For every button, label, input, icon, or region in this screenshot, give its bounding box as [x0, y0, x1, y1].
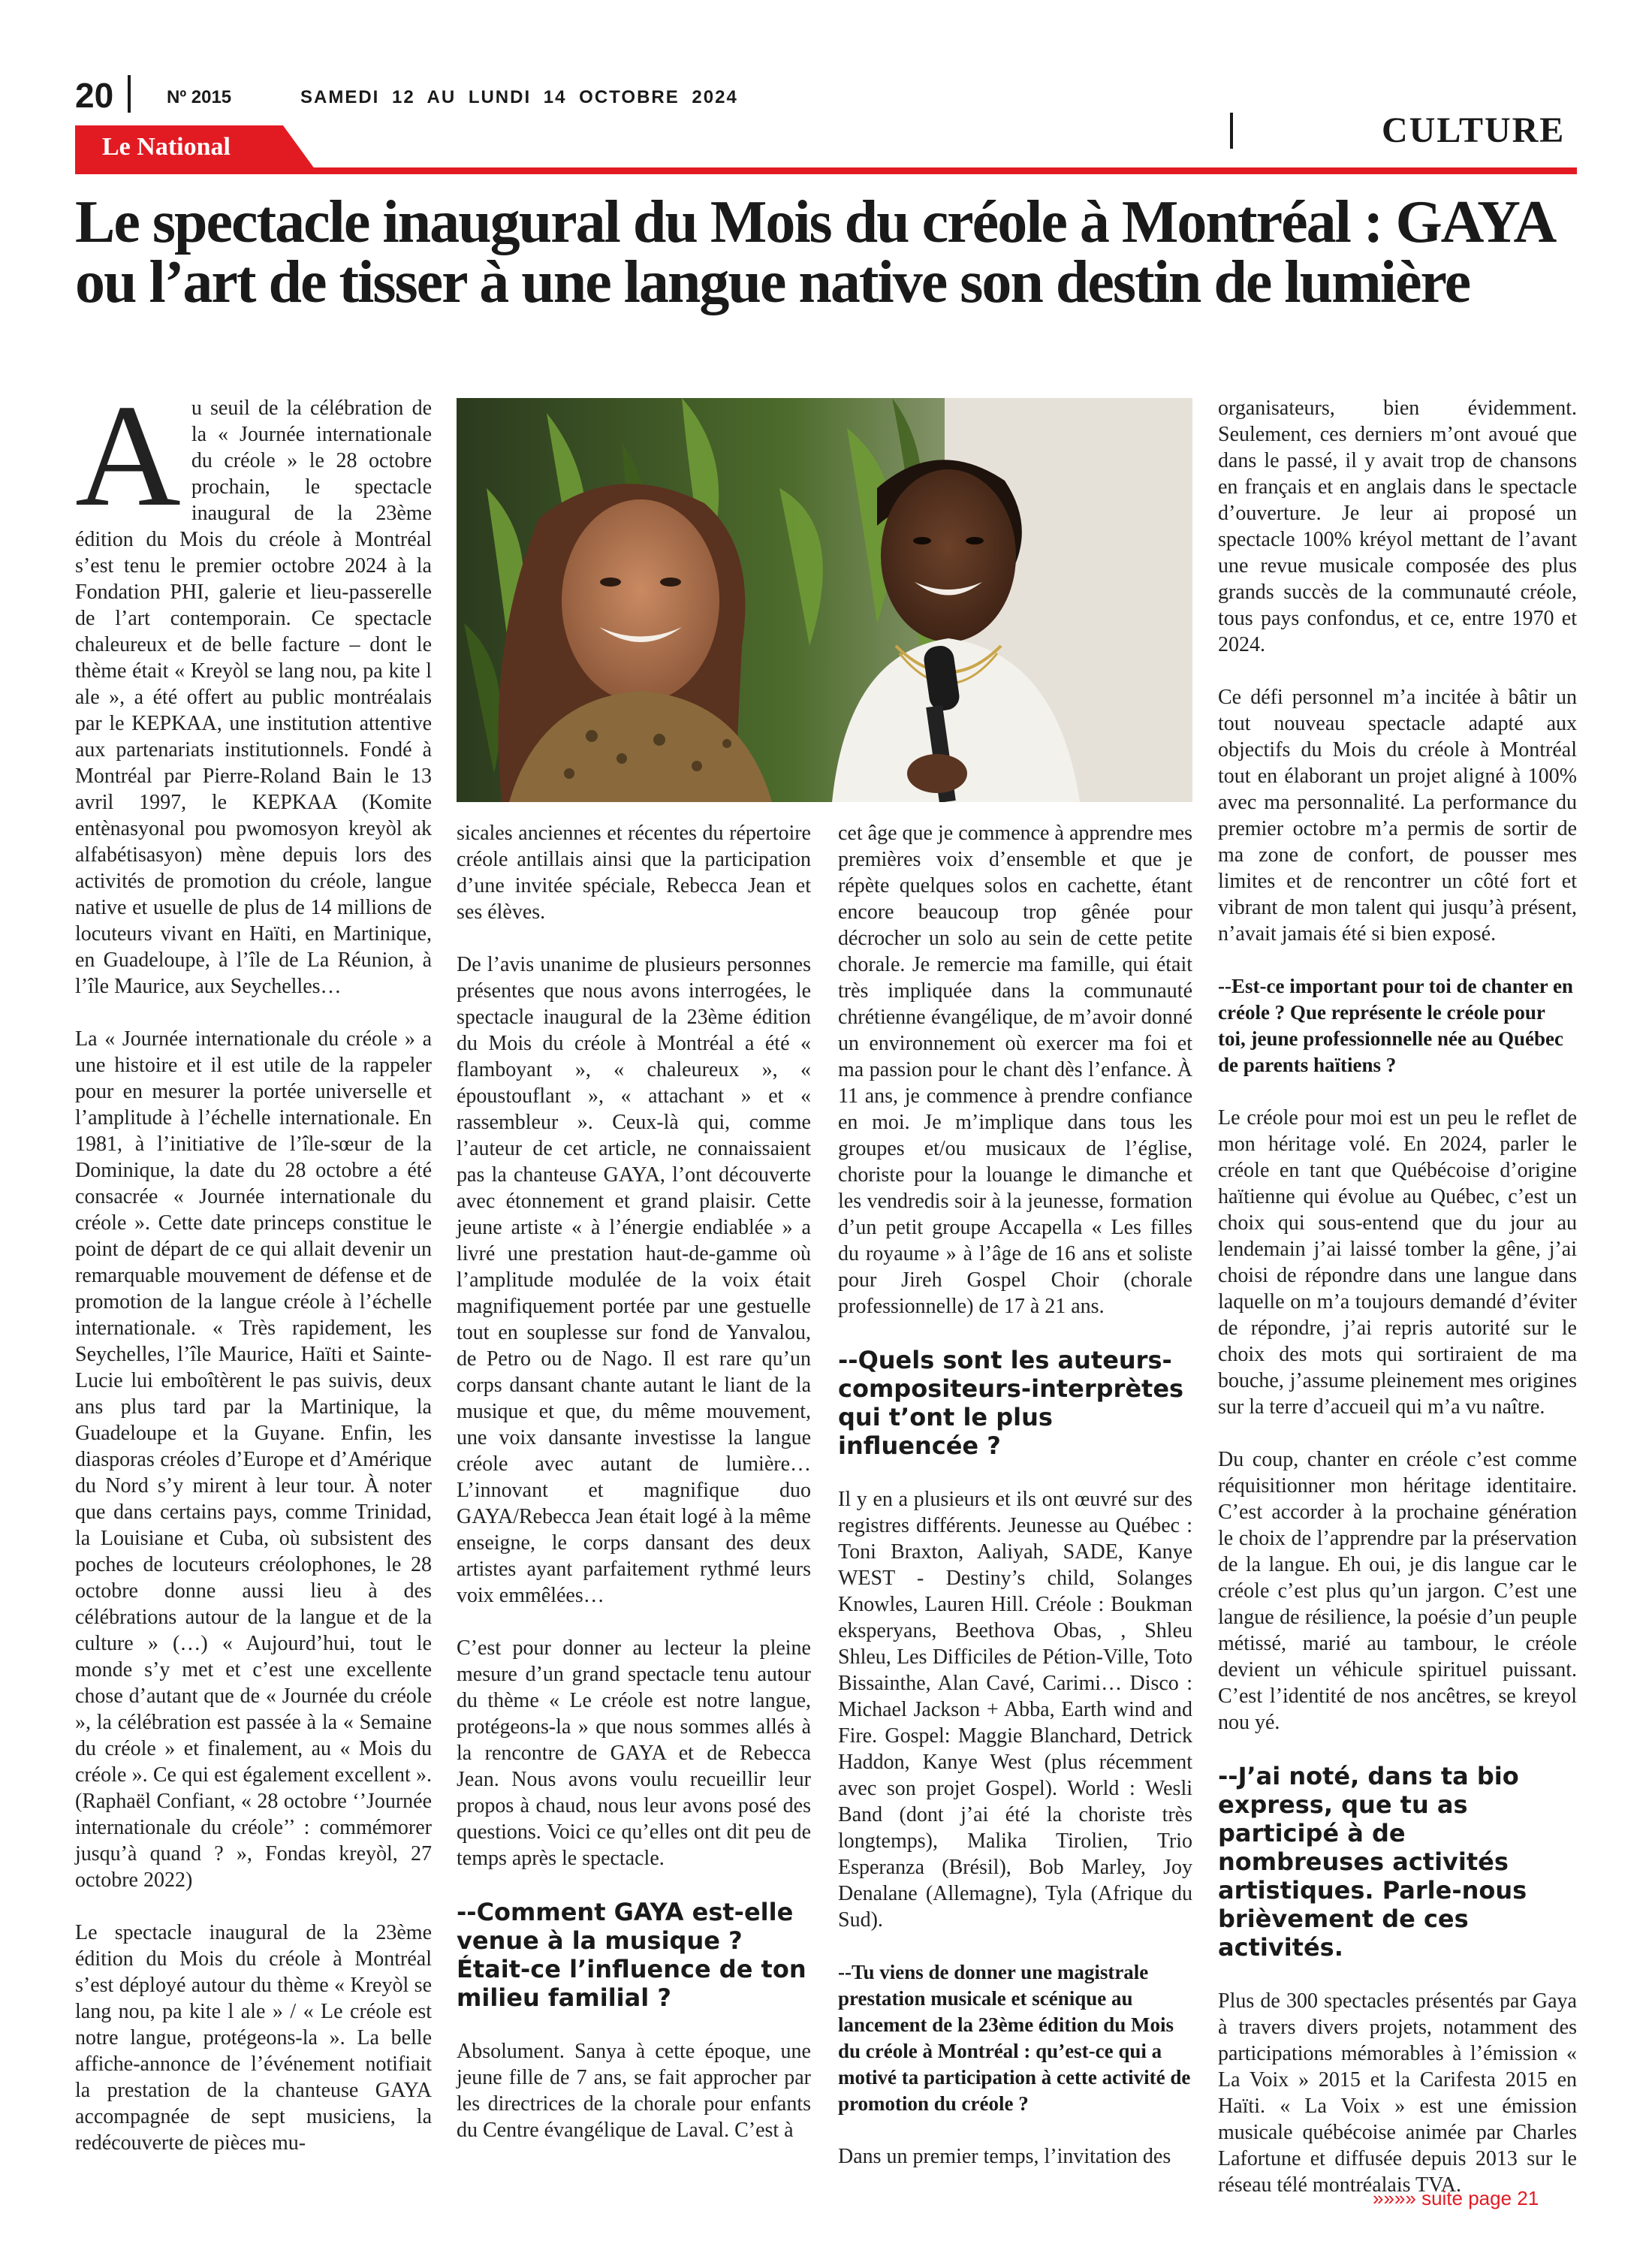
article-column-1 — [75, 375, 432, 2182]
page-number-divider — [128, 75, 131, 113]
article-column-2 — [457, 820, 811, 2170]
article-paragraph: sicales anciennes et récentes du répertoire créole antillais ainsi que la participation d’une invitée spéciale, Rebecca Jean et ses élèves. — [457, 822, 811, 924]
interview-question: --Quels sont les auteurs-compositeurs-interprètes qui t’ont le plus influencée ? — [838, 1346, 1184, 1460]
issue-date: SAMEDI 12 AU LUNDI 14 OCTOBRE 2024 — [300, 87, 738, 107]
article-column-4 — [1218, 395, 1577, 2224]
issue-number: Nº 2015 — [167, 87, 232, 107]
section-label: CULTURE — [1382, 110, 1566, 150]
article-paragraph: La « Journée internationale du créole » a une histoire et il est utile de la rappeler pour en mesurer la portée universelle et l’amplitude à l’échelle internationale. En 1981, à l’initiative de l’île-sœur de la Dominique, la date du 28 octobre a été consacrée « Journée internationale du créole ». Cette date princeps constitue le point de départ de ce qui allait devenir un remarquable mouvement de défense et de promotion de la langue créole à l’échelle internationale. « Très rapidement, les Seychelles, l’île Maurice, Haïti et Sainte-Lucie lui emboîtèrent le pas suivis, deux ans plus tard par la Martinique, la Guadeloupe et la Guyane. Enfin, les diasporas créoles d’Europe et d’Amérique du Nord s’y mirent à leur tour. À noter que dans certains pays, comme Trinidad, la Louisiane et Cuba, où subsistent des poches de locuteurs créolophones, le 28 octobre donne aussi lieu à des célébrations autour de la langue et de la culture » (…) « Aujourd’hui, tout le monde s’y met et c’est une excellente chose d’autant que de « Journée du créole », la célébration est passée à la « Semaine du créole » et finalement, au « Mois du créole ». Ce qui est également excellent ». (Raphaël Confiant, « 28 octobre ‘’Journée internationale du créole’’ : commémorer jusqu’à quand ? », Fondas kreyòl, 27 octobre 2022) — [75, 1027, 432, 1892]
article-headline: Le spectacle inaugural du Mois du créole à Montréal : GAYA ou l’art de tisser à une langue native son destin de lumière — [75, 189, 1552, 315]
brand-name: Le National — [102, 133, 231, 161]
interview-question: --Comment GAYA est-elle venue à la musique ? Était-ce l’influence de ton milieu familial ? — [457, 1898, 806, 2012]
article-paragraph: Dans un premier temps, l’invitation des — [838, 2145, 1171, 2168]
article-paragraph: C’est pour donner au lecteur la pleine mesure d’un grand spectacle tenu autour du thème « Le créole est notre langue, protégeons-la » que nous sommes allés à la rencontre de GAYA et de Rebecca Jean. Nous avons voulu recueillir leur propos à chaud, nous leur avons posé des questions. Voici ce qu’elles ont dit peu de temps après le spectacle. — [457, 1636, 811, 1870]
article-paragraph: De l’avis unanime de plusieurs personnes présentes que nous avons interrogées, le spectacle inaugural de la 23ème édition du Mois du créole à Montréal a été « flamboyant », « chaleureux », « époustouflant », « attachant » et « rassembleur ». Ceux-là qui, comme l’auteur de cet article, ne connaissaient pas la chanteuse GAYA, l’ont découverte avec étonnement et grand plaisir. Cette jeune artiste « à l’énergie endiablée » a livré une prestation haut-de-gamme où l’amplitude modulée de la voix était magnifiquement portée par une gestuelle tout en souplesse sur fond de Yanvalou, de Petro ou de Nago. Il est rare qu’un corps dansant chante autant le liant de la musique et que, du même mouvement, une voix dansante investisse la langue créole avec autant de lumière… L’innovant et magnifique duo GAYA/Rebecca Jean était logé à la même enseigne, le corps dansant des deux artistes ayant parfaitement rythmé leurs voix emmêlées… — [457, 953, 811, 1607]
page-number: 20 — [75, 76, 114, 115]
article-paragraph: Le spectacle inaugural de la 23ème édition du Mois du créole à Montréal s’est déployé autour du thème « Kreyòl se lang nou, pa kite l ale » / « Le créole est notre langue, protégeons-la ». La belle affiche-annonce de l’événement notifiait la prestation de la chanteuse GAYA accompagnée de sept musiciens, la redécouverte de pièces mu- — [75, 1921, 432, 2155]
header-rule — [75, 167, 1577, 174]
continuation-link[interactable]: »»»» suite page 21 — [1373, 2187, 1539, 2209]
article-column-3 — [838, 820, 1192, 2196]
drop-cap: A — [75, 375, 181, 537]
article-photo — [457, 398, 1192, 802]
article-paragraph: Au seuil de la célébration de la « Journée internationale du créole » le 28 octobre prochain, le spectacle inaugural de la 23ème édition du Mois du créole à Montréal s’est tenu le premier octobre 2024 à la Fondation PHI, galerie et lieu-passerelle de l’art contemporain. Ce spectacle chaleureux et de belle facture – dont le thème était « Kreyòl se lang nou, pa kite l ale », a été offert au public montréalais par le KEPKAA, une institution attentive aux partenariats institutionnels. Fondé à Montréal par Pierre-Roland Bain le 13 avril 1997, le KEPKAA (Komite entènasyonal pou pwomosyon kreyòl ak alfabétisasyon) mène depuis lors des activités de promotion du créole, langue native et usuelle de plus de 14 millions de locuteurs vivant en Haïti, en Martinique, en Guadeloupe, à l’île de La Réunion, à l’île Maurice, aux Seychelles… — [75, 375, 432, 998]
interview-question: --Tu viens de donner une magistrale prestation musicale et scénique au lancement de la 23ème édition du Mois du créole à Montréal : qu’est-ce qui a motivé ta participation à cette activité de promotion du créole ? — [838, 1961, 1191, 2115]
article-paragraph: Plus de 300 spectacles présentés par Gaya à travers divers projets, notamment des participations mémorables à l’émission « La Voix » 2015 et la Carifesta 2015 en Haïti. « La Voix » est une émission musicale québécoise animée par Charles Lafortune et diffusée depuis 2013 sur le réseau télé montréalais TVA. — [1218, 1989, 1577, 2197]
article-paragraph: organisateurs, bien évidemment. Seulement, ces derniers m’ont avoué que dans le passé, il y avait trop de chansons en français et en anglais dans le spectacle d’ouverture. Je leur ai proposé un spectacle 100% kréyol mettant de l’avant une revue musicale composée des plus grands succès de la communauté créole, tous pays confondus, et ce, entre 1970 et 2024. — [1218, 397, 1577, 656]
article-paragraph: Le créole pour moi est un peu le reflet de mon héritage volé. En 2024, parler le créole en tant que Québécoise d’origine haïtienne qui évolue au Québec, c’est un choix qui sous-entend que du jour au lendemain j’ai laissé tomber la gêne, j’ai choisi de répondre dans une langue dans laquelle on m’a toujours demandé d’éviter de répondre, j’ai repris autorité sur le choix des mots qui sortiraient de ma bouche, j’assume pleinement mes origines sur la terre d’accueil qui m’a vu naître. — [1218, 1106, 1577, 1419]
article-paragraph: Du coup, chanter en créole c’est comme réquisitionner mon héritage identitaire. C’est accorder à la prochaine génération le choix de l’apprendre par la préservation de la langue. Eh oui, je dis langue car le créole c’est plus qu’un jargon. C’est une langue de résilience, la poésie d’un peuple métissé, marié au tambour, le créole devient un véhicule spirituel puissant. C’est l’identité de nos ancêtres, se kreyol nou yé. — [1218, 1448, 1577, 1734]
interview-question: --J’ai noté, dans ta bio express, que tu as participé à de nombreuses activités artistiques. Parle-nous brièvement de ces activités. — [1218, 1762, 1527, 1962]
article-paragraph: cet âge que je commence à apprendre mes premières voix d’ensemble et que je répète quelques solos en cachette, étant encore beaucoup trop gênée pour décrocher un solo au sein de cette petite chorale. Je remercie ma famille, qui était très impliquée dans la communauté chrétienne évangélique, de m’avoir donné un environnement où exercer ma foi et ma passion pour le chant dès l’enfance. À 11 ans, je commence à prendre confiance en moi. Je m’implique dans tous les groupes et/ou musicaux de l’église, choriste pour la louange le dimanche et les vendredis soir à la jeunesse, formation d’un petit groupe Accapella « Les filles du royaume » à l’âge de 16 ans et soliste pour Jireh Gospel Choir (chorale professionnelle) de 17 à 21 ans. — [838, 822, 1192, 1318]
section-divider — [1230, 113, 1233, 149]
interview-question: --Est-ce important pour toi de chanter en créole ? Que représente le créole pour toi, jeune professionnelle née au Québec de parents haïtiens ? — [1218, 975, 1573, 1076]
article-paragraph: Il y en a plusieurs et ils ont œuvré sur des registres différents. Jeunesse au Québec : Toni Braxton, Aaliyah, SADE, Kanye WEST - Destiny’s child, Solanges Knowles, Lauren Hill. Créole : Boukman eksperyans, Beethova Obas, , Shleu Shleu, Les Difficiles de Pétion-Ville, Toto Bissainthe, Alan Cavé, Carimi… Disco : Michael Jackson + Abba, Earth wind and Fire. Gospel: Maggie Blanchard, Detrick Haddon, Kanye West (plus récemment avec son projet Gospel). World : Wesli Band (dont j’ai été la choriste très longtemps), Malika Tirolien, Trio Esperanza (Brésil), Bob Marley, Joy Denalane (Allemagne), Tyla (Afrique du Sud). — [838, 1488, 1192, 1932]
article-paragraph: Absolument. Sanya à cette époque, une jeune fille de 7 ans, se fait approcher par les directrices de la chorale pour enfants du Centre évangélique de Laval. C’est à — [457, 2040, 811, 2142]
article-paragraph: Ce défi personnel m’a incitée à bâtir un tout nouveau spectacle adapté aux objectifs du Mois du créole à Montréal tout en élaborant un projet aligné à 100% avec ma personnalité. La performance du premier octobre m’a permis de sortir de ma zone de confort, de pousser mes limites et de rencontrer un côté fort et vibrant de mon talent qui jusqu’à présent, n’avait jamais été si bien exposé. — [1218, 686, 1577, 946]
